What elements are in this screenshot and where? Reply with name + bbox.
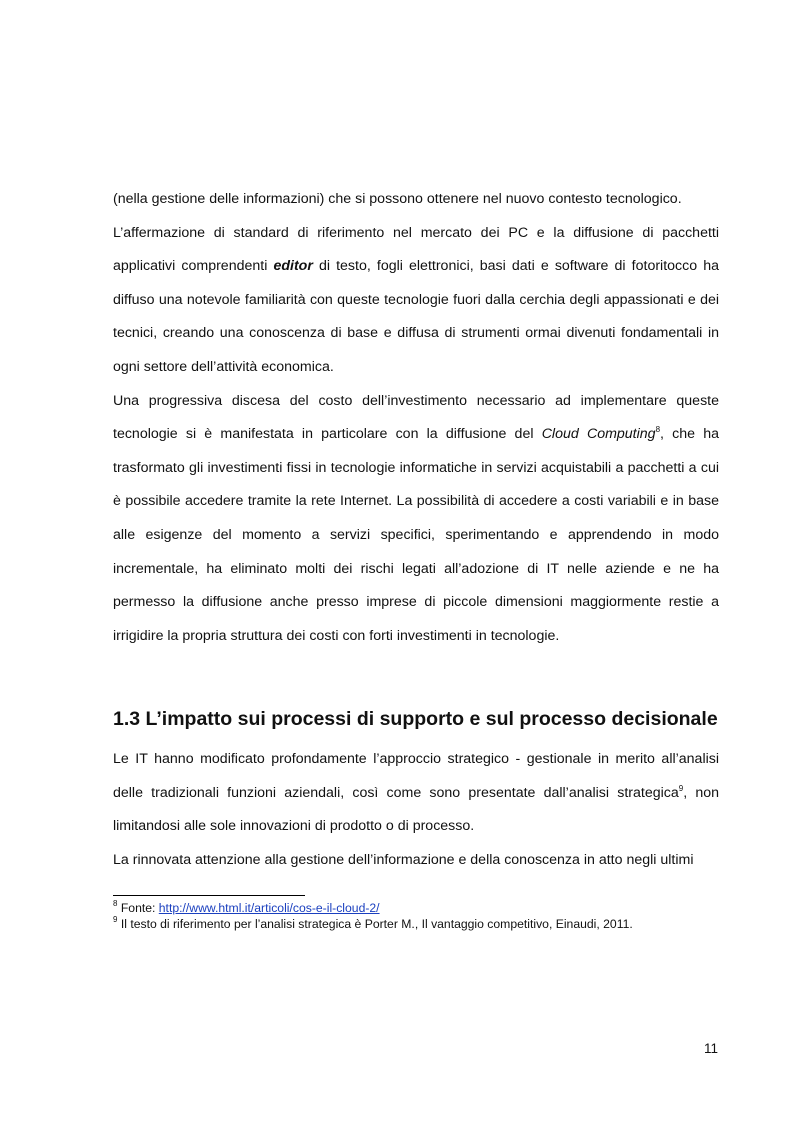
footnote: $^9$ Il testo di riferimento per l’analisi strategica è Porter M., Il vantaggio competitivo, Einaudi, 2011. (113, 915, 633, 931)
section-heading: 1.3 L’impatto sui processi di supporto e sul processo decisionale (113, 708, 718, 730)
paragraph: L’affermazione di standard di riferimento nel mercato dei PC e la diffusione di pacchetti applicativi comprendenti editor di testo, fogli elettronici, basi dati e software di fotoritocco ha diffuso una notevole familiarità con queste tecnologie fuori dalla cerchia degli appassionati e dei tecnici, creando una conoscenza di base e diffusa di strumenti ormai divenuti fondamentali in ogni settore dell’attività economica. (113, 224, 719, 375)
emphasis-editor: editor (273, 258, 313, 275)
paragraph: Una progressiva discesa del costo dell’investimento necessario ad implementare queste tecnologie si è manifestata in particolare con la diffusione del Cloud Computing$^8$, che ha trasformato gli investimenti fissi in tecnologie informatiche in servizi acquistabili a pacchetti a cui è possibile accedere tramite la rete Internet. La possibilità di accedere a costi variabili e in base alle esigenze del momento a servizi specifici, sperimentando e apprendendo in modo incrementale, ha eliminato molti dei rischi legati all’adozione di IT nelle aziende e ne ha permesso la diffusione anche presso imprese di piccole dimensioni maggiormente restie a irrigidire la propria struttura dei costi con forti investimenti in tecnologie. (113, 392, 719, 644)
footnote-link[interactable]: http://www.html.it/articoli/cos-e-il-cloud-2/ (158, 901, 380, 915)
paragraph: (nella gestione delle informazioni) che si possono ottenere nel nuovo contesto tecnologico. (113, 191, 682, 207)
footnote: $^8$ Fonte: http://www.html.it/articoli/cos-e-il-cloud-2/ (113, 899, 380, 915)
body-text (113, 183, 719, 653)
paragraph: La rinnovata attenzione alla gestione dell’informazione e della conoscenza in atto negli ultimi (113, 851, 694, 868)
footnotes (113, 900, 733, 932)
page-number: 11 (703, 1041, 718, 1056)
section-body (113, 743, 719, 877)
paragraph: Le IT hanno modificato profondamente l’approccio strategico - gestionale in merito all’analisi delle tradizionali funzioni aziendali, così come sono presentate dall’analisi strategica$^9$, non limitandosi alle sole innovazioni di prodotto o di processo. (113, 751, 719, 835)
footnote-ref[interactable]: 8 (655, 425, 661, 435)
emphasis-cloud-computing: Cloud Computing (541, 426, 656, 443)
footnote-separator (113, 895, 305, 896)
footnote-ref[interactable]: 9 (678, 783, 684, 793)
